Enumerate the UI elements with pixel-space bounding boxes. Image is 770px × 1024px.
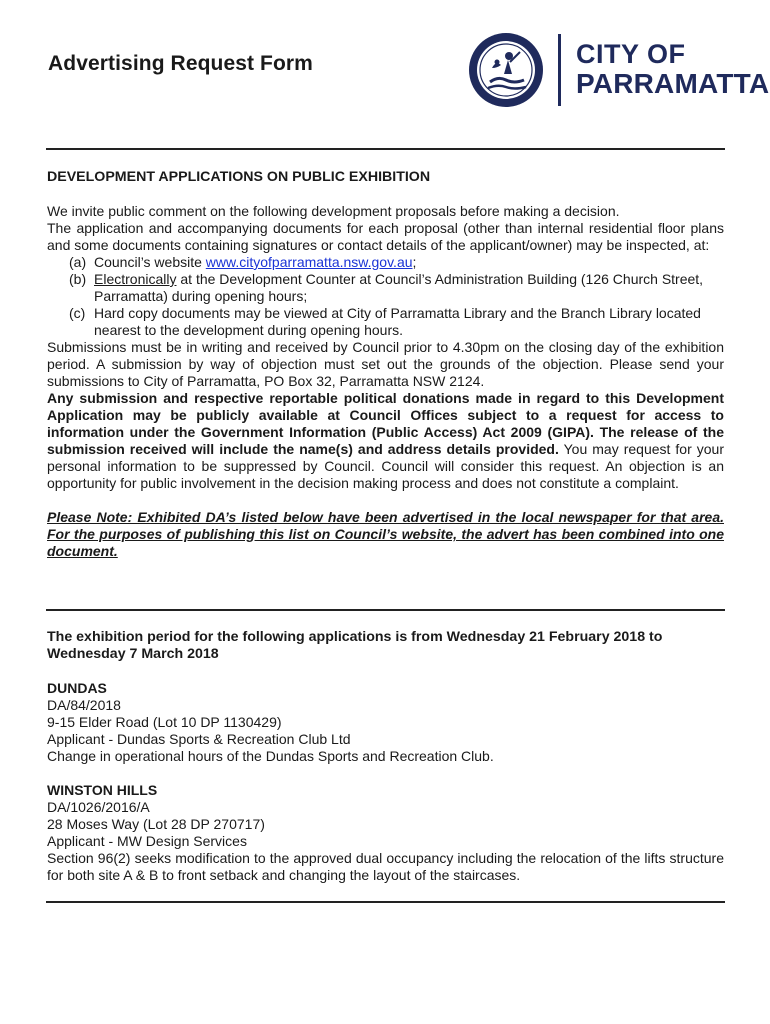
- list-item: [47, 271, 724, 305]
- council-seal-icon: [468, 32, 544, 108]
- list-item-text: Council’s website: [94, 254, 206, 270]
- suburb-title: WINSTON HILLS: [47, 782, 158, 798]
- council-logo: [468, 30, 770, 110]
- divider-middle: [46, 609, 725, 611]
- da-number: DA/84/2018: [47, 697, 121, 713]
- intro-paragraph-1: We invite public comment on the following development proposals before making a decision.: [47, 203, 620, 219]
- logo-line-1: CITY OF: [576, 39, 686, 69]
- logo-line-2: PARRAMATTA: [576, 68, 770, 99]
- logo-wordmark: [576, 40, 769, 98]
- inspection-list: [47, 254, 724, 339]
- council-website-link[interactable]: www.cityofparramatta.nsw.gov.au: [205, 254, 413, 270]
- exhibition-period: The exhibition period for the following applications is from Wednesday 21 February 2018 to Wednesday 7 March 2018: [47, 629, 663, 662]
- divider-top: [46, 148, 725, 150]
- intro-paragraph-2: The application and accompanying documents for each proposal (other than internal residential floor plans and some documents containing signatures or contact details of the applicant/owner) may be inspected, at:: [47, 220, 724, 253]
- da-number: DA/1026/2016/A: [47, 799, 150, 815]
- proposal-description: Section 96(2) seeks modification to the approved dual occupancy including the relocation of the lifts structure for both site A & B to front setback and changing the layout of the staircases.: [47, 850, 724, 883]
- please-note: Please Note: Exhibited DA’s listed below have been advertised in the local newspaper for that area. For the purposes of publishing this list on Council’s website, the advert has been combined into one document.: [47, 509, 724, 559]
- list-item-underlined: Electronically: [94, 271, 177, 287]
- application-entry: [47, 680, 724, 765]
- list-item-text: at the Development Counter at Council’s Administration Building (126 Church Street, Parramatta) during opening hours;: [94, 271, 704, 304]
- application-entry: [47, 782, 724, 884]
- list-item-punct: ;: [412, 254, 417, 270]
- intro-paragraph-3: Submissions must be in writing and received by Council prior to 4.30pm on the closing day of the exhibition period. A submission by way of objection must set out the grounds of the objection. Please send your submissions to City of Parramatta, PO Box 32, Parramatta NSW 2124.: [47, 339, 724, 389]
- section-heading: DEVELOPMENT APPLICATIONS ON PUBLIC EXHIBITION: [47, 169, 431, 185]
- list-item: [47, 254, 724, 271]
- intro-paragraph-4: [47, 390, 724, 492]
- applicant: Applicant - Dundas Sports & Recreation Club Ltd: [47, 731, 351, 747]
- list-item: [47, 305, 724, 339]
- gipa-notice: Any submission and respective reportable political donations made in regard to this Development Application may be publicly available at Council Offices subject to a request for access to information under the Government Information (Public Access) Act 2009 (GIPA). The release of the submission received will include the name(s) and address details provided.: [47, 390, 724, 457]
- site-address: 28 Moses Way (Lot 28 DP 270717): [47, 816, 265, 832]
- suburb-title: DUNDAS: [47, 680, 107, 696]
- list-marker: (c): [69, 305, 86, 321]
- list-marker: (a): [69, 254, 87, 270]
- site-address: 9-15 Elder Road (Lot 10 DP 1130429): [47, 714, 282, 730]
- logo-divider: [558, 34, 561, 106]
- applicant: Applicant - MW Design Services: [47, 833, 247, 849]
- list-item-text: Hard copy documents may be viewed at City of Parramatta Library and the Branch Library located nearest to the development during opening hours.: [94, 305, 701, 338]
- privacy-notice: You may request for your personal information to be suppressed by Council. Council will consider this request. An objection is an opportunity for public involvement in the decision making process and does not constitute a complaint.: [47, 441, 724, 491]
- exhibition-section: [47, 629, 724, 884]
- proposal-description: Change in operational hours of the Dundas Sports and Recreation Club.: [47, 748, 494, 764]
- page-title: Advertising Request Form: [48, 52, 313, 75]
- divider-bottom: [46, 901, 725, 903]
- intro-section: [47, 169, 724, 560]
- list-marker: (b): [69, 271, 87, 287]
